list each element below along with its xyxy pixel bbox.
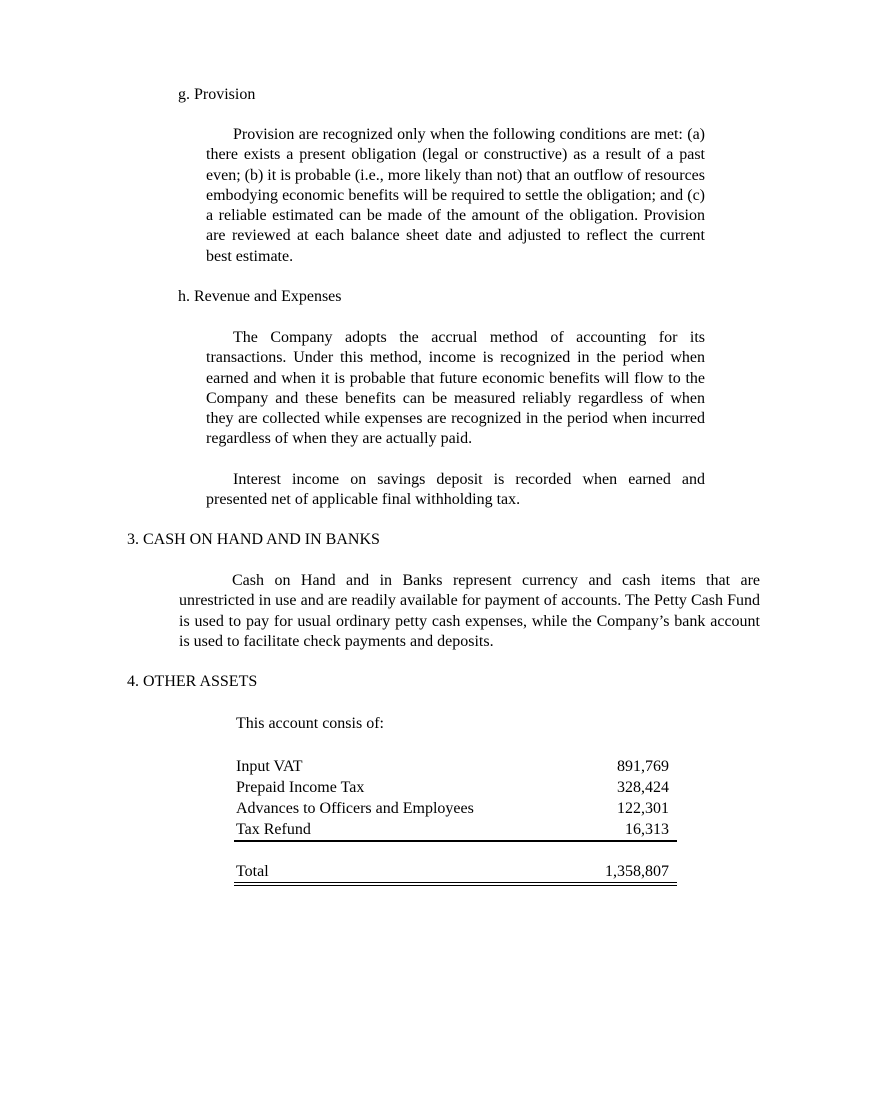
section-g-paragraph-text: Provision are recognized only when the following conditions are met: (a) there exists a present obligation (legal or constructive) as a result of a past even; (b) it is probable (i.e., more likely than not) that an outflow of resources embodying economic benefits will be required to settle the obligation; and (c) a reliable estimated can be made of the amount of the obligation. Provision are reviewed at each balance sheet date and adjusted to reflect the current best estimate. bbox=[206, 126, 705, 265]
item-label: Input VAT bbox=[236, 758, 303, 775]
section-h-heading: h. Revenue and Expenses bbox=[178, 288, 342, 305]
section-3-paragraph-text: Cash on Hand and in Banks represent currency and cash items that are unrestricted in use and are readily available for payment of accounts. The Petty Cash Fund is used to pay for usual ordinary petty cash expenses, while the Company’s bank account is used to facilitate check payments and deposits. bbox=[179, 572, 760, 650]
section-h-paragraph-1 bbox=[206, 328, 705, 450]
item-label: Tax Refund bbox=[234, 819, 571, 841]
table-row bbox=[234, 777, 677, 798]
item-amount: 122,301 bbox=[617, 800, 669, 817]
section-g-paragraph bbox=[206, 125, 705, 267]
total-amount: 1,358,807 bbox=[571, 861, 677, 884]
section-h-paragraph-1-text: The Company adopts the accrual method of accounting for its transactions. Under this method, income is recognized in the period when earned and when it is probable that future economic benefits will flow to the Company and these benefits can be measured reliably regardless of when they are collected while expenses are recognized in the period when incurred regardless of when they are actually paid. bbox=[206, 329, 705, 448]
table-row bbox=[234, 798, 677, 819]
section-g-heading: g. Provision bbox=[178, 86, 256, 103]
item-amount: 891,769 bbox=[617, 758, 669, 775]
section-h-paragraph-2-text: Interest income on savings deposit is recorded when earned and presented net of applicable final withholding tax. bbox=[206, 471, 705, 509]
item-amount: 16,313 bbox=[571, 819, 677, 841]
item-amount: 328,424 bbox=[617, 779, 669, 796]
section-3-heading: 3. CASH ON HAND AND IN BANKS bbox=[127, 531, 380, 548]
table-row bbox=[234, 756, 677, 777]
other-assets-table bbox=[234, 756, 677, 886]
table-total-row bbox=[234, 861, 677, 884]
table-spacer-row bbox=[234, 841, 677, 861]
section-4-heading: 4. OTHER ASSETS bbox=[127, 673, 258, 690]
section-4-intro: This account consis of: bbox=[236, 715, 384, 732]
section-3-paragraph bbox=[179, 571, 760, 652]
section-h-paragraph-2 bbox=[206, 470, 705, 511]
total-label: Total bbox=[234, 861, 571, 884]
table-row bbox=[234, 819, 677, 841]
item-label: Advances to Officers and Employees bbox=[236, 800, 474, 817]
item-label: Prepaid Income Tax bbox=[236, 779, 365, 796]
